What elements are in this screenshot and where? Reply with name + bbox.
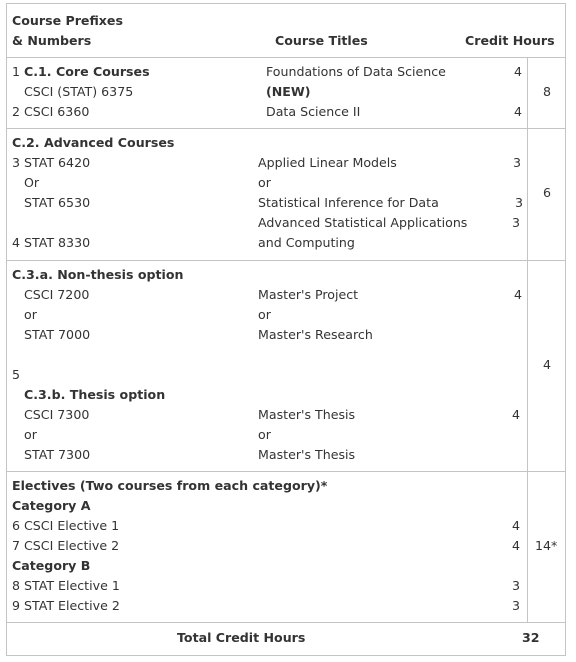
row-divider-c1 bbox=[6, 128, 566, 129]
course-title: Foundations of Data Science bbox=[266, 64, 446, 79]
credit-value: 3 bbox=[513, 155, 522, 170]
section-heading-advanced: C.2. Advanced Courses bbox=[12, 135, 175, 150]
row-number: 5 bbox=[12, 367, 21, 382]
credit-value: 3 bbox=[515, 195, 524, 210]
total-credit-hours-label: Total Credit Hours bbox=[177, 630, 306, 645]
row-divider-c2 bbox=[6, 260, 566, 261]
category-heading: Category B bbox=[12, 558, 91, 573]
header-course-titles: Course Titles bbox=[275, 33, 368, 48]
credit-value: 4 bbox=[514, 64, 523, 79]
course-code: STAT 6530 bbox=[24, 195, 91, 210]
section-total: 8 bbox=[543, 84, 552, 99]
course-title: Master's Thesis bbox=[258, 407, 356, 422]
credit-value: 3 bbox=[512, 578, 521, 593]
table-border-right bbox=[565, 3, 566, 656]
elective-row: 6 CSCI Elective 1 bbox=[12, 518, 120, 533]
credit-value: 3 bbox=[512, 598, 521, 613]
section-heading-core: C.1. Core Courses bbox=[24, 64, 150, 79]
header-credit-hours: Credit Hours bbox=[465, 33, 555, 48]
or-separator: or bbox=[258, 427, 271, 442]
row-number: 4 bbox=[12, 235, 21, 250]
credit-value: 4 bbox=[512, 518, 521, 533]
course-code: CSCI 6360 bbox=[24, 104, 90, 119]
credit-value: 4 bbox=[514, 104, 523, 119]
row-divider-electives bbox=[6, 622, 566, 623]
section-total: 6 bbox=[543, 185, 552, 200]
or-separator: Or bbox=[24, 175, 40, 190]
course-code: STAT 8330 bbox=[24, 235, 91, 250]
course-title: and Computing bbox=[258, 235, 355, 250]
section-total: 14* bbox=[535, 538, 558, 553]
course-code: STAT 6420 bbox=[24, 155, 91, 170]
credit-value: 4 bbox=[514, 287, 523, 302]
row-number: 2 bbox=[12, 104, 21, 119]
row-divider-header bbox=[6, 57, 566, 58]
credit-value: 4 bbox=[512, 407, 521, 422]
table-border-left bbox=[6, 3, 7, 656]
or-separator: or bbox=[24, 427, 37, 442]
row-number: 1 bbox=[12, 64, 21, 79]
or-separator: or bbox=[258, 175, 271, 190]
course-title: Applied Linear Models bbox=[258, 155, 397, 170]
course-title: Master's Project bbox=[258, 287, 359, 302]
section-total: 4 bbox=[543, 357, 552, 372]
course-title: Data Science II bbox=[266, 104, 361, 119]
course-code: CSCI 7300 bbox=[24, 407, 90, 422]
row-number: 3 bbox=[12, 155, 21, 170]
elective-row: 9 STAT Elective 2 bbox=[12, 598, 120, 613]
category-heading: Category A bbox=[12, 498, 91, 513]
course-code: CSCI (STAT) 6375 bbox=[24, 84, 134, 99]
section-heading-electives: Electives (Two courses from each category)* bbox=[12, 478, 328, 493]
header-numbers: & Numbers bbox=[12, 33, 92, 48]
new-badge: (NEW) bbox=[266, 84, 311, 99]
course-title: Master's Research bbox=[258, 327, 373, 342]
or-separator: or bbox=[24, 307, 37, 322]
credit-value: 3 bbox=[512, 215, 521, 230]
total-credit-hours-value: 32 bbox=[522, 630, 540, 645]
course-title: Advanced Statistical Applications bbox=[258, 215, 468, 230]
course-code: STAT 7000 bbox=[24, 327, 91, 342]
elective-row: 8 STAT Elective 1 bbox=[12, 578, 120, 593]
table-border-top bbox=[6, 3, 566, 4]
section-heading-non-thesis: C.3.a. Non-thesis option bbox=[12, 267, 184, 282]
table-border-bottom bbox=[6, 655, 566, 656]
section-heading-thesis: C.3.b. Thesis option bbox=[24, 387, 166, 402]
credit-total-divider bbox=[527, 57, 528, 623]
row-divider-c3 bbox=[6, 471, 566, 472]
course-code: STAT 7300 bbox=[24, 447, 91, 462]
header-course-prefixes: Course Prefixes bbox=[12, 13, 123, 28]
elective-row: 7 CSCI Elective 2 bbox=[12, 538, 120, 553]
or-separator: or bbox=[258, 307, 271, 322]
course-title: Master's Thesis bbox=[258, 447, 356, 462]
credit-value: 4 bbox=[512, 538, 521, 553]
course-code: CSCI 7200 bbox=[24, 287, 90, 302]
course-title: Statistical Inference for Data bbox=[258, 195, 439, 210]
